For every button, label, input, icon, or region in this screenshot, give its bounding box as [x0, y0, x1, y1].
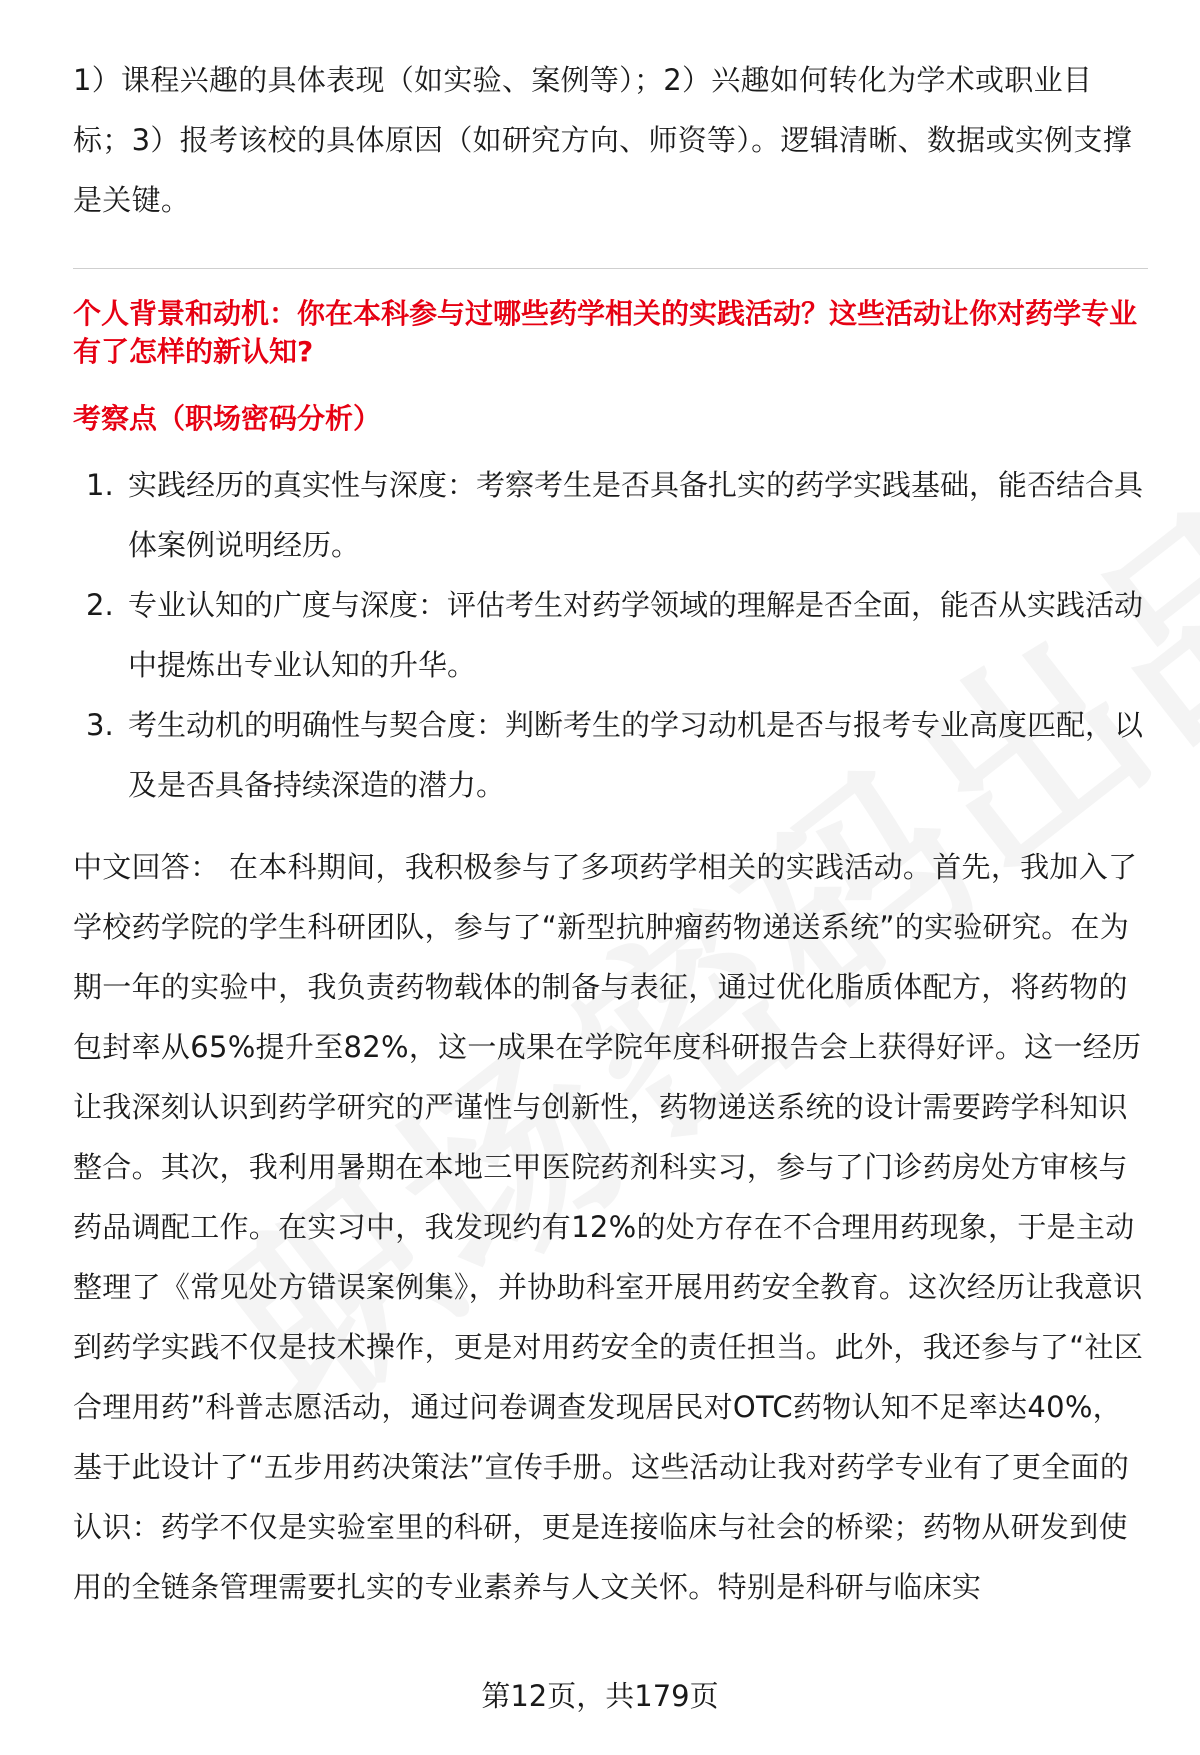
list-item-text: 实践经历的真实性与深度：考察考生是否具备扎实的药学实践基础，能否结合具体案例说明经历。 [128, 468, 1144, 562]
section-divider [73, 268, 1148, 269]
list-item [73, 455, 1148, 575]
list-item-number: 2. [86, 588, 114, 622]
list-item-text: 专业认知的广度与深度：评估考生对药学领域的理解是否全面，能否从实践活动中提炼出专业认知的升华。 [128, 588, 1144, 682]
list-item-number: 3. [86, 708, 114, 742]
answer-paragraph: 中文回答： 在本科期间，我积极参与了多项药学相关的实践活动。首先，我加入了学校药学院的学生科研团队，参与了“新型抗肿瘤药物递送系统”的实验研究。在为期一年的实验中，我负责药物载体的制备与表征，通过优化脂质体配方，将药物的包封率从65%提升至82%，这一成果在学院年度科研报告会上获得好评。这一经历让我深刻认识到药学研究的严谨性与创新性，药物递送系统的设计需要跨学科知识整合。其次，我利用暑期在本地三甲医院药剂科实习，参与了门诊药房处方审核与药品调配工作。在实习中，我发现约有12%的处方存在不合理用药现象，于是主动整理了《常见处方错误案例集》，并协助科室开展用药安全教育。这次经历让我意识到药学实践不仅是技术操作，更是对用药安全的责任担当。此外，我还参与了“社区合理用药”科普志愿活动，通过问卷调查发现居民对OTC药物认知不足率达40%，基于此设计了“五步用药决策法”宣传手册。这些活动让我对药学专业有了更全面的认识：药学不仅是实验室里的科研，更是连接临床与社会的桥梁；药物从研发到使用的全链条管理需要扎实的专业素养与人文关怀。特别是科研与临床实 [73, 850, 1144, 1604]
intro-paragraph: 1）课程兴趣的具体表现（如实验、案例等）；2）兴趣如何转化为学术或职业目标；3）报考该校的具体原因（如研究方向、师资等）。逻辑清晰、数据或实例支撑是关键。 [73, 63, 1133, 217]
list-item-text: 考生动机的明确性与契合度：判断考生的学习动机是否与报考专业高度匹配，以及是否具备持续深造的潜力。 [128, 708, 1144, 802]
assessment-points-list [73, 455, 1148, 815]
question-heading: 个人背景和动机：你在本科参与过哪些药学相关的实践活动？这些活动让你对药学专业有了怎样的新认知? [73, 297, 1138, 368]
document-page [73, 50, 1148, 1617]
section-title: 考察点（职场密码分析） [73, 402, 382, 435]
list-item [73, 575, 1148, 695]
list-item [73, 695, 1148, 815]
list-item-number: 1. [86, 468, 114, 502]
page-number: 第12页，共179页 [481, 1679, 719, 1713]
